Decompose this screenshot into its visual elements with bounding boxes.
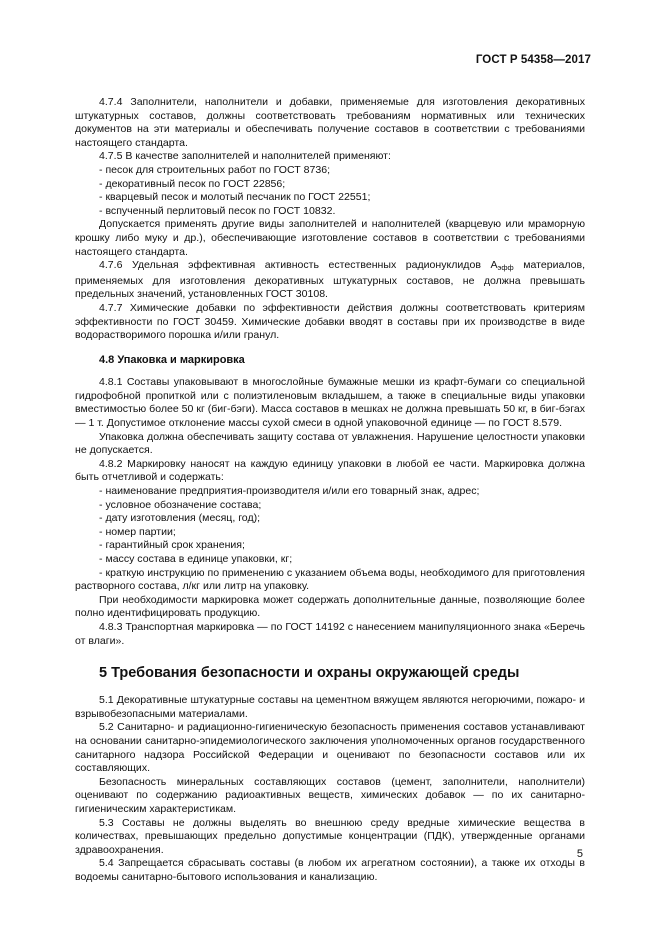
paragraph-5-2: 5.2 Санитарно- и радиационно-гигиеническую безопасность применения составов устанавливают на основании санитарно-эпидемиологического заключения уполномоченных органов государственного санитарного надзора Российской Федерации и оценивают по безопасности составов или их составляющих. [75, 721, 585, 775]
standard-header: ГОСТ Р 54358—2017 [475, 54, 591, 66]
list-item: - наименование предприятия-производителя и/или его товарный знак, адрес; [99, 485, 480, 498]
paragraph-4-7-6-text-rest: материалов, применяемых для изготовления декоративных штукатурных составов, не должна превышать предельных значений, установленных ГОСТ 30108. [75, 259, 585, 301]
list-item: - дату изготовления (месяц, год); [99, 512, 261, 525]
paragraph-4-7-7: 4.7.7 Химические добавки по эффективности действия должны соответствовать критериям эффективности по ГОСТ 30459. Химические добавки вводят в составы при их производстве в виде водорастворимого порошка и/или гранул. [75, 301, 585, 342]
paragraph-4-7-4: 4.7.4 Заполнители, наполнители и добавки, применяемые для изготовления декоративных штукатурных составов, должны соответствовать требованиям нормативных или технических документов на эти материалы и обеспечивать получение составов в соответствии с требованиями настоящего стандарта. [75, 96, 585, 149]
paragraph-4-7-6 [75, 259, 585, 302]
subscript-eff: эфф [497, 263, 514, 273]
paragraph-4-8-2: 4.8.2 Маркировку наносят на каждую единицу упаковки в любой ее части. Маркировка должна быть отчетливой и содержать: [75, 457, 585, 484]
paragraph-safety: Безопасность минеральных составляющих составов (цемент, заполнители, наполнители) оценивают по содержанию радиоактивных веществ, химических добавок — по их санитарно-гигиеническим характеристикам. [75, 775, 585, 815]
section-heading-4-8: 4.8 Упаковка и маркировка [99, 353, 245, 366]
paragraph-4-7-6-text: 4.7.6 Удельная эффективная активность естественных радионуклидов А [99, 259, 498, 272]
paragraph-4-8-1: 4.8.1 Составы упаковывают в многослойные бумажные мешки из крафт-бумаги со специальной гидрофобной пропиткой или с полиэтиленовым вкладышем, а также в специальные виды упаковки вместимостью более 50 кг (биг-бэги). Масса составов в мешках не должна превышать 50 кг, в биг-бэгах — 1 т. Допустимое отклонение массы сухой смеси в одной упаковочной единице — по ГОСТ 8.579. [75, 376, 585, 430]
list-item: - массу состава в единице упаковки, кг; [99, 553, 293, 565]
paragraph-4-8-3: 4.8.3 Транспортная маркировка — по ГОСТ 14192 с нанесением манипуляционного знака «Беречь от влаги». [75, 620, 585, 647]
list-item: - краткую инструкцию по применению с указанием объема воды, необходимого для приготовления растворного состава, л/кг или литр на упаковку. [75, 566, 585, 593]
list-item: - гарантийный срок хранения; [99, 539, 245, 552]
list-item: - декоративный песок по ГОСТ 22856; [99, 177, 286, 190]
list-item: - кварцевый песок и молотый песчаник по ГОСТ 22551; [99, 191, 371, 204]
document-body [75, 96, 585, 884]
paragraph-5-4: 5.4 Запрещается сбрасывать составы (в любом их агрегатном состоянии), а также их отходы в водоемы санитарно-бытового использования и канализацию. [75, 857, 585, 883]
paragraph-5-3: 5.3 Составы не должны выделять во внешнюю среду вредные химические вещества в количествах, превышающих предельно допустимые концентрации (ПДК), утвержденные органами здравоохранения. [75, 816, 585, 856]
page-number: 5 [576, 848, 583, 860]
list-item: - вспученный перлитовый песок по ГОСТ 10832. [99, 204, 336, 217]
list-item: - номер партии; [99, 525, 176, 538]
list-item: - условное обозначение состава; [99, 498, 262, 511]
list-item: - песок для строительных работ по ГОСТ 8736; [99, 163, 331, 176]
paragraph-allowed-materials: Допускается применять другие виды заполнителей и наполнителей (кварцевую или мраморную крошку либо муку и др.), обеспечивающие изготовление составов в соответствии с требованиями настоящего стандарта. [75, 218, 585, 258]
paragraph-4-7-5: 4.7.5 В качестве заполнителей и наполнителей применяют: [99, 150, 391, 163]
paragraph-packaging: Упаковка должна обеспечивать защиту состава от увлажнения. Нарушение целостности упаковки не допускается. [75, 430, 585, 457]
chapter-heading-5: 5 Требования безопасности и охраны окружающей среды [99, 665, 520, 682]
paragraph-5-1: 5.1 Декоративные штукатурные составы на цементном вяжущем являются негорючими, пожаро- и взрывобезопасными материалами. [75, 694, 585, 720]
paragraph-additional-data: При необходимости маркировка может содержать дополнительные данные, позволяющие более полно идентифицировать продукцию. [75, 593, 585, 620]
